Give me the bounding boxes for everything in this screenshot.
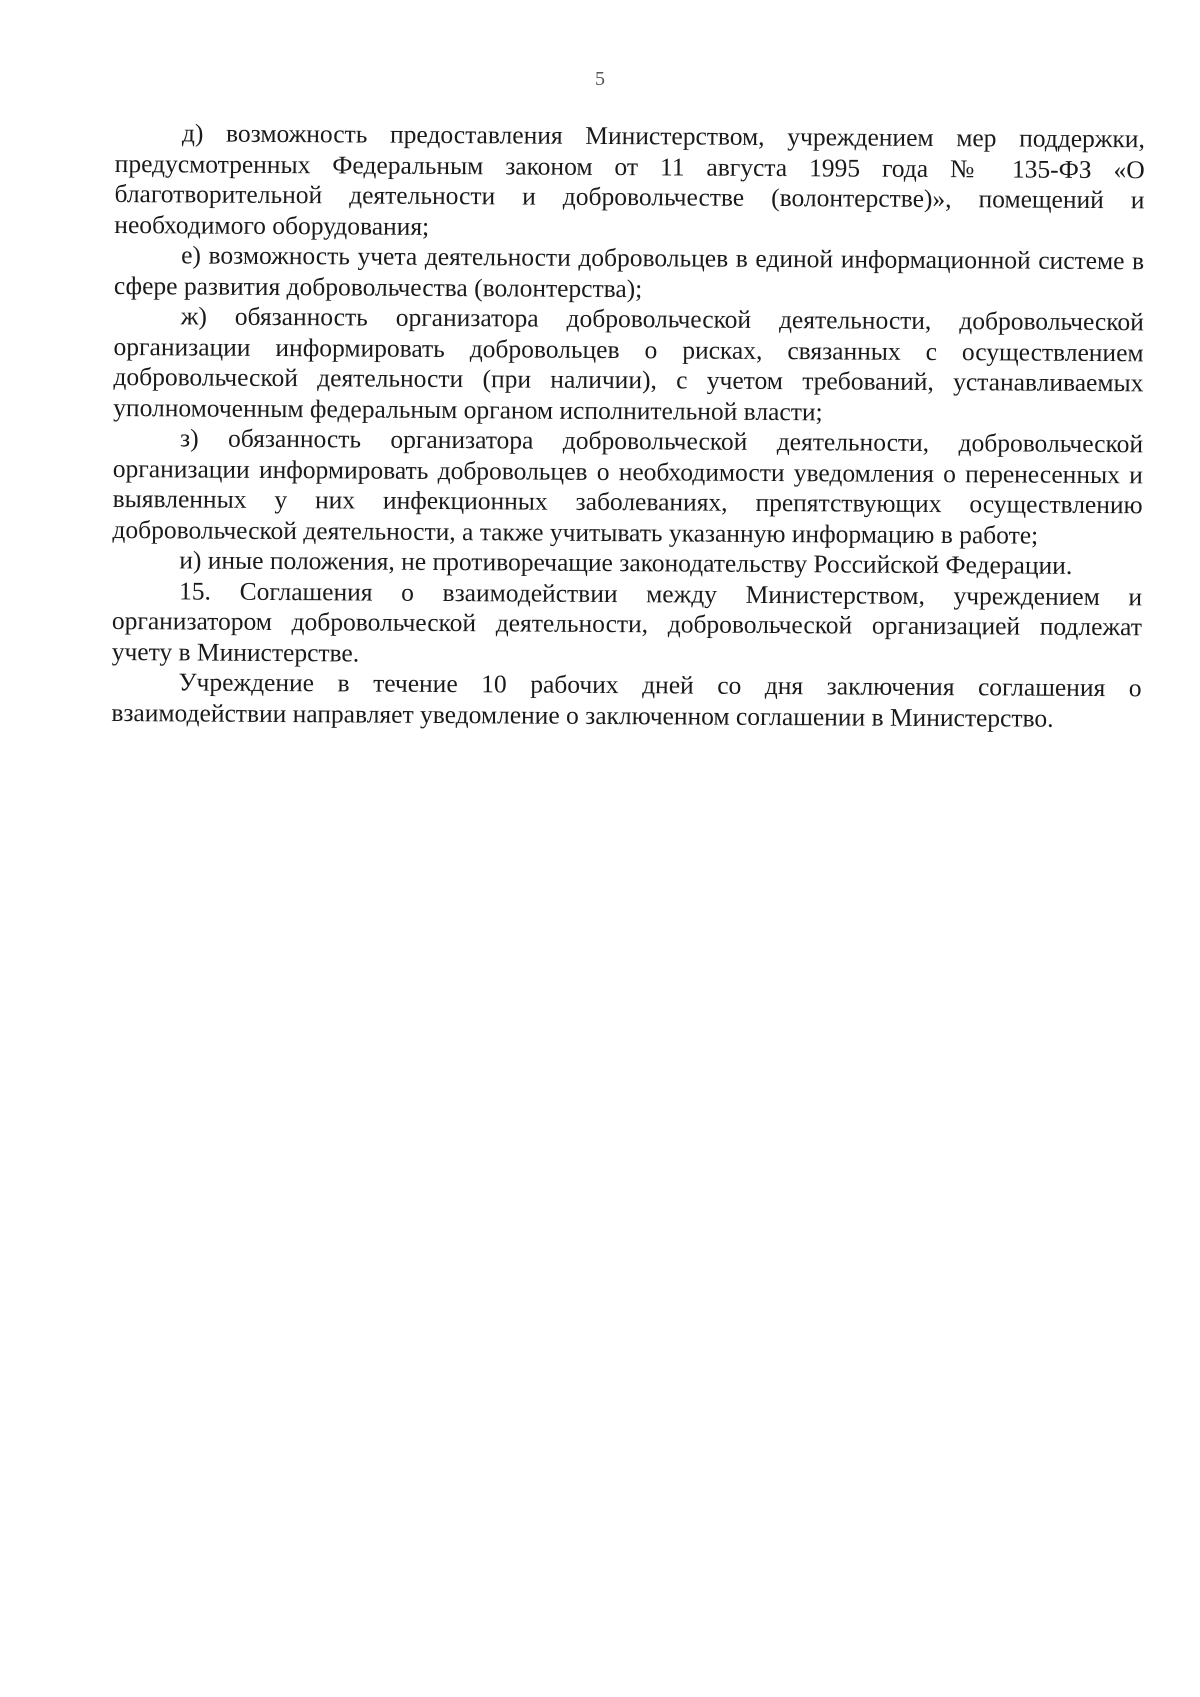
paragraph-section-15: 15. Соглашения о взаимодействии между Министерством, учреждением и организатором добровольческой деятельности, добровольческой организацией подлежат учету в Министерстве. xyxy=(111,575,1143,668)
paragraph-item-d: д) возможность предоставления Министерством, учреждением мер поддержки, предусмотренных Федеральным законом от 11 августа 1995 года № 135-ФЗ «О благотворительной деятельности и добровольчестве (волонтерстве)», помещений и необходимого оборудования; xyxy=(114,118,1145,241)
page-number: 5 xyxy=(595,68,605,90)
paragraph-notification: Учреждение в течение 10 рабочих дней со дня заключения соглашения о взаимодействии направляет уведомление о заключенном соглашении в Министерство. xyxy=(111,667,1142,733)
paragraph-item-e: е) возможность учета деятельности добровольцев в единой информационной системе в сфере развития добровольчества (волонтерства); xyxy=(113,240,1145,303)
document-body xyxy=(111,118,1145,734)
paragraph-item-zh: ж) обязанность организатора добровольческой деятельности, добровольческой организации информировать добровольцев о рисках, связанных с осуществлением добровольческой деятельности (при наличии), с учетом требований, устанавливаемых уполномоченным федеральным органом исполнительной власти; xyxy=(113,301,1144,426)
paragraph-item-z: з) обязанность организатора добровольческой деятельности, добровольческой организации информировать добровольцев о необходимости уведомления о перенесенных и выявленных у них инфекционных заболеваниях, препятствующих осуществлению добровольческой деятельности, а также учитывать указанную информацию в работе; xyxy=(112,423,1144,550)
paragraph-item-i: и) иные положения, не противоречащие законодательству Российской Федерации. xyxy=(179,545,1073,580)
